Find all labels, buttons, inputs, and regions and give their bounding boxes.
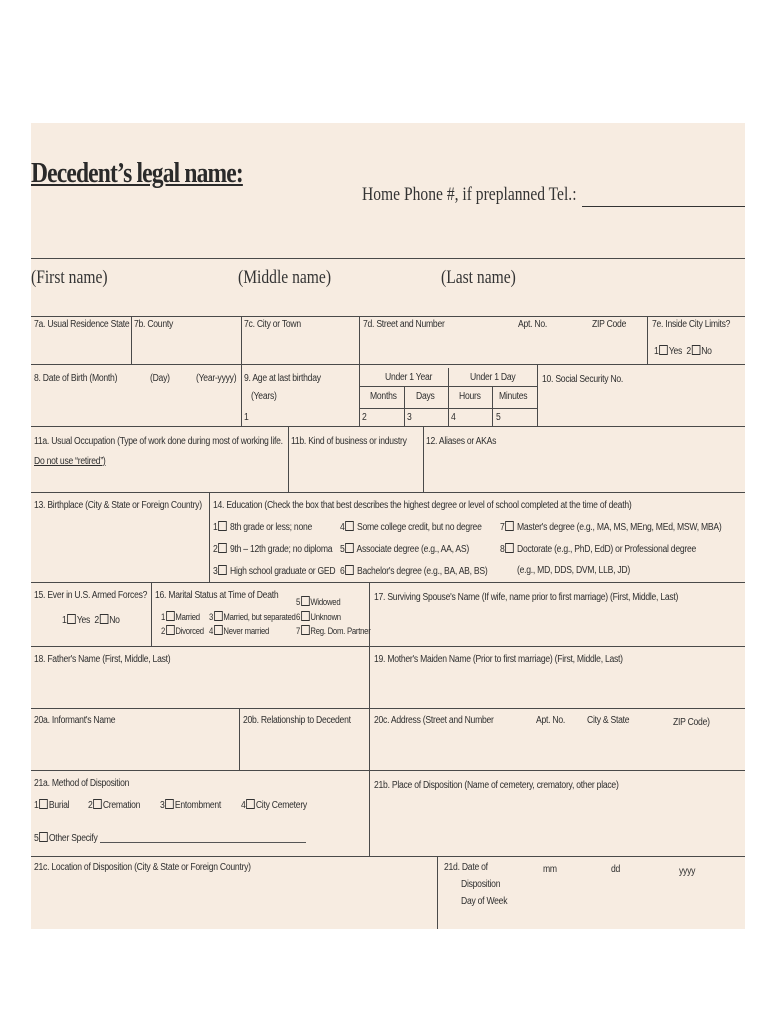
marital-option[interactable] (296, 596, 340, 608)
option-number: 2 (686, 346, 691, 357)
divider (359, 386, 537, 387)
option-number: 5 (340, 544, 345, 555)
years-label: (Years) (251, 391, 277, 402)
option-label: Widowed (310, 597, 341, 607)
yes-label: Yes (76, 615, 91, 626)
date-of-disposition-label: 21d. Date of (444, 862, 488, 873)
checkbox[interactable] (166, 625, 175, 635)
relationship-label: 20b. Relationship to Decedent (243, 715, 351, 726)
county-label: 7b. County (134, 319, 174, 330)
option-label: Unknown (310, 612, 341, 622)
option-number: 4 (241, 800, 246, 811)
days-label: Days (416, 391, 435, 402)
marital-option[interactable] (209, 611, 296, 623)
checkbox[interactable] (505, 521, 514, 531)
checkbox[interactable] (39, 799, 48, 809)
option-label: 8th grade or less; none (229, 522, 313, 533)
apt-no-label: Apt. No. (518, 319, 548, 330)
education-option[interactable] (213, 521, 312, 534)
birthplace-label: 13. Birthplace (City & State or Foreign Country) (34, 500, 202, 511)
city-town-label: 7c. City or Town (244, 319, 301, 330)
option-number: 6 (340, 566, 345, 577)
social-security-label: 10. Social Security No. (542, 374, 624, 385)
option-label: City Cemetery (255, 800, 307, 811)
divider (359, 316, 360, 364)
no-checkbox[interactable] (100, 614, 109, 624)
under-1-year-label: Under 1 Year (385, 372, 433, 383)
checkbox[interactable] (218, 565, 227, 575)
option-number: 1 (34, 800, 39, 811)
other-specify-line[interactable] (100, 842, 306, 843)
option-number: 2 (161, 626, 166, 636)
education-option[interactable] (340, 565, 487, 578)
zip-code-label: ZIP Code) (673, 717, 710, 728)
checkbox[interactable] (345, 565, 354, 575)
option-number: 7 (500, 522, 505, 533)
divider (151, 582, 152, 646)
armed-forces-options (62, 614, 120, 627)
option-number: 3 (209, 612, 214, 622)
divider (448, 368, 449, 426)
checkbox[interactable] (301, 596, 310, 606)
no-label: No (109, 615, 120, 626)
option-number: 1 (213, 522, 218, 533)
option-number: 2 (88, 800, 93, 811)
checkbox[interactable] (93, 799, 102, 809)
middle-name-label: (Middle name) (238, 267, 332, 288)
divider (437, 856, 438, 929)
education-option[interactable] (500, 521, 721, 534)
yes-checkbox[interactable] (659, 345, 668, 355)
option-label: Married (175, 612, 200, 622)
address-label: 20c. Address (Street and Number (374, 715, 494, 726)
divider (31, 364, 745, 365)
year-label: (Year-yyyy) (196, 373, 237, 384)
day-label: (Day) (150, 373, 170, 384)
education-option[interactable] (340, 543, 469, 556)
option-label: Reg. Dom. Partner (310, 626, 371, 636)
option-number: 5 (34, 833, 39, 844)
option-number: 1 (161, 612, 166, 622)
father-name-label: 18. Father's Name (First, Middle, Last) (34, 654, 171, 665)
checkbox[interactable] (301, 625, 310, 635)
disposition-option[interactable] (34, 799, 69, 812)
field-number: 3 (407, 412, 412, 423)
divider (359, 364, 360, 426)
occupation-note: Do not use “retired”) (34, 456, 106, 467)
field-number: 4 (451, 412, 456, 423)
divider (369, 646, 370, 708)
location-of-disposition-label: 21c. Location of Disposition (City & State or Foreign Country) (34, 862, 251, 873)
divider (647, 316, 648, 364)
checkbox[interactable] (166, 611, 175, 621)
mm-label: mm (543, 864, 557, 875)
education-option[interactable] (340, 521, 482, 534)
education-option[interactable] (213, 565, 335, 578)
form-title: Decedent’s legal name: (31, 158, 243, 189)
divider (31, 316, 745, 317)
checkbox[interactable] (505, 543, 514, 553)
option-number: 8 (500, 544, 505, 555)
divider (404, 386, 405, 426)
divider (288, 426, 289, 492)
other-specify-label: Other Specify (48, 833, 98, 844)
checkbox[interactable] (165, 799, 174, 809)
minutes-label: Minutes (499, 391, 528, 402)
option-label: Associate degree (e.g., AA, AS) (356, 544, 469, 555)
inside-city-limits-label: 7e. Inside City Limits? (652, 319, 731, 330)
option-label: Doctorate (e.g., PhD, EdD) or Professional degree (516, 544, 697, 555)
divider (359, 408, 537, 409)
option-number: 5 (296, 597, 301, 607)
divider (31, 582, 745, 583)
day-of-week-label: Day of Week (461, 896, 508, 907)
dd-label: dd (611, 864, 621, 875)
marital-option[interactable] (161, 611, 200, 623)
option-number: 4 (340, 522, 345, 533)
checkbox[interactable] (214, 625, 223, 635)
option-label: 9th – 12th grade; no diploma (229, 544, 333, 555)
checkbox[interactable] (345, 543, 354, 553)
surviving-spouse-label: 17. Surviving Spouse's Name (If wife, name prior to first marriage) (First, Middle, Last) (374, 592, 679, 603)
zip-code-label: ZIP Code (592, 319, 627, 330)
option-number: 3 (213, 566, 218, 577)
checkbox[interactable] (39, 832, 48, 842)
education-option[interactable] (213, 543, 332, 556)
marital-status-label: 16. Marital Status at Time of Death (155, 590, 279, 601)
option-label: Married, but separated (223, 612, 296, 622)
disposition-option[interactable] (88, 799, 140, 812)
divider (31, 426, 745, 427)
last-name-label: (Last name) (441, 267, 516, 288)
option-number: 2 (213, 544, 218, 555)
divider (31, 258, 745, 259)
checkbox[interactable] (218, 521, 227, 531)
divider (239, 708, 240, 770)
age-label: 9. Age at last birthday (244, 373, 321, 384)
option-label: Never married (223, 626, 270, 636)
divider (31, 708, 745, 709)
home-phone-label: Home Phone #, if preplanned Tel.: (362, 184, 577, 205)
marital-option[interactable] (161, 625, 204, 637)
divider (241, 364, 242, 426)
divider (241, 316, 242, 364)
no-checkbox[interactable] (692, 345, 701, 355)
field-number: 5 (496, 412, 501, 423)
divider (31, 856, 745, 857)
checkbox[interactable] (345, 521, 354, 531)
marital-option[interactable] (296, 611, 341, 623)
option-number: 1 (62, 615, 67, 626)
disposition-option[interactable] (241, 799, 307, 812)
option-label: Some college credit, but no degree (356, 522, 482, 533)
city-state-label: City & State (587, 715, 630, 726)
divider (209, 492, 210, 582)
inside-city-options (654, 345, 712, 358)
option-label: Master's degree (e.g., MA, MS, MEng, MEd, MSW, MBA) (516, 522, 722, 533)
yyyy-label: yyyy (679, 866, 696, 877)
option-number: 2 (94, 615, 99, 626)
mother-name-label: 19. Mother's Maiden Name (Prior to first marriage) (First, Middle, Last) (374, 654, 623, 665)
option-number: 7 (296, 626, 301, 636)
education-label: 14. Education (Check the box that best describes the highest degree or level of school completed at the time of death) (213, 500, 632, 511)
option-label: Bachelor's degree (e.g., BA, AB, BS) (356, 566, 488, 577)
option-label: High school graduate or GED (229, 566, 336, 577)
date-of-birth-label: 8. Date of Birth (Month) (34, 373, 118, 384)
apt-no-label: Apt. No. (536, 715, 566, 726)
place-of-disposition-label: 21b. Place of Disposition (Name of cemetery, crematory, other place) (374, 780, 619, 791)
education-option-continuation: (e.g., MD, DDS, DVM, LLB, JD) (517, 565, 630, 576)
checkbox[interactable] (218, 543, 227, 553)
usual-occupation-label: 11a. Usual Occupation (Type of work done during most of working life. (34, 436, 283, 447)
date-of-disposition-label: Disposition (461, 879, 501, 890)
education-option[interactable] (500, 543, 696, 556)
checkbox[interactable] (246, 799, 255, 809)
option-label: Cremation (102, 800, 141, 811)
divider (369, 770, 370, 856)
field-number: 2 (362, 412, 367, 423)
option-number: 3 (160, 800, 165, 811)
checkbox[interactable] (301, 611, 310, 621)
divider (423, 426, 424, 492)
checkbox[interactable] (214, 611, 223, 621)
disposition-other-option[interactable] (34, 832, 98, 845)
hours-label: Hours (459, 391, 481, 402)
first-name-label: (First name) (31, 267, 108, 288)
divider (131, 316, 132, 364)
yes-label: Yes (668, 346, 683, 357)
field-number: 1 (244, 412, 249, 423)
street-number-label: 7d. Street and Number (363, 319, 445, 330)
option-number: 1 (654, 346, 659, 357)
option-label: Entombment (174, 800, 222, 811)
usual-residence-state-label: 7a. Usual Residence State (34, 319, 130, 330)
informant-name-label: 20a. Informant's Name (34, 715, 116, 726)
divider (492, 386, 493, 426)
disposition-option[interactable] (160, 799, 221, 812)
under-1-day-label: Under 1 Day (470, 372, 516, 383)
divider (31, 492, 745, 493)
divider (369, 708, 370, 770)
method-of-disposition-label: 21a. Method of Disposition (34, 778, 130, 789)
armed-forces-label: 15. Ever in U.S. Armed Forces? (34, 590, 148, 601)
no-label: No (701, 346, 712, 357)
option-label: Burial (48, 800, 70, 811)
divider (31, 770, 745, 771)
kind-of-business-label: 11b. Kind of business or industry (291, 436, 407, 447)
option-label: Divorced (175, 626, 204, 636)
months-label: Months (370, 391, 397, 402)
divider (537, 364, 538, 426)
marital-option[interactable] (296, 625, 371, 637)
yes-checkbox[interactable] (67, 614, 76, 624)
marital-option[interactable] (209, 625, 269, 637)
aliases-label: 12. Aliases or AKAs (426, 436, 497, 447)
divider (31, 646, 745, 647)
tel-input-line[interactable] (582, 206, 745, 207)
option-number: 4 (209, 626, 214, 636)
option-number: 6 (296, 612, 301, 622)
